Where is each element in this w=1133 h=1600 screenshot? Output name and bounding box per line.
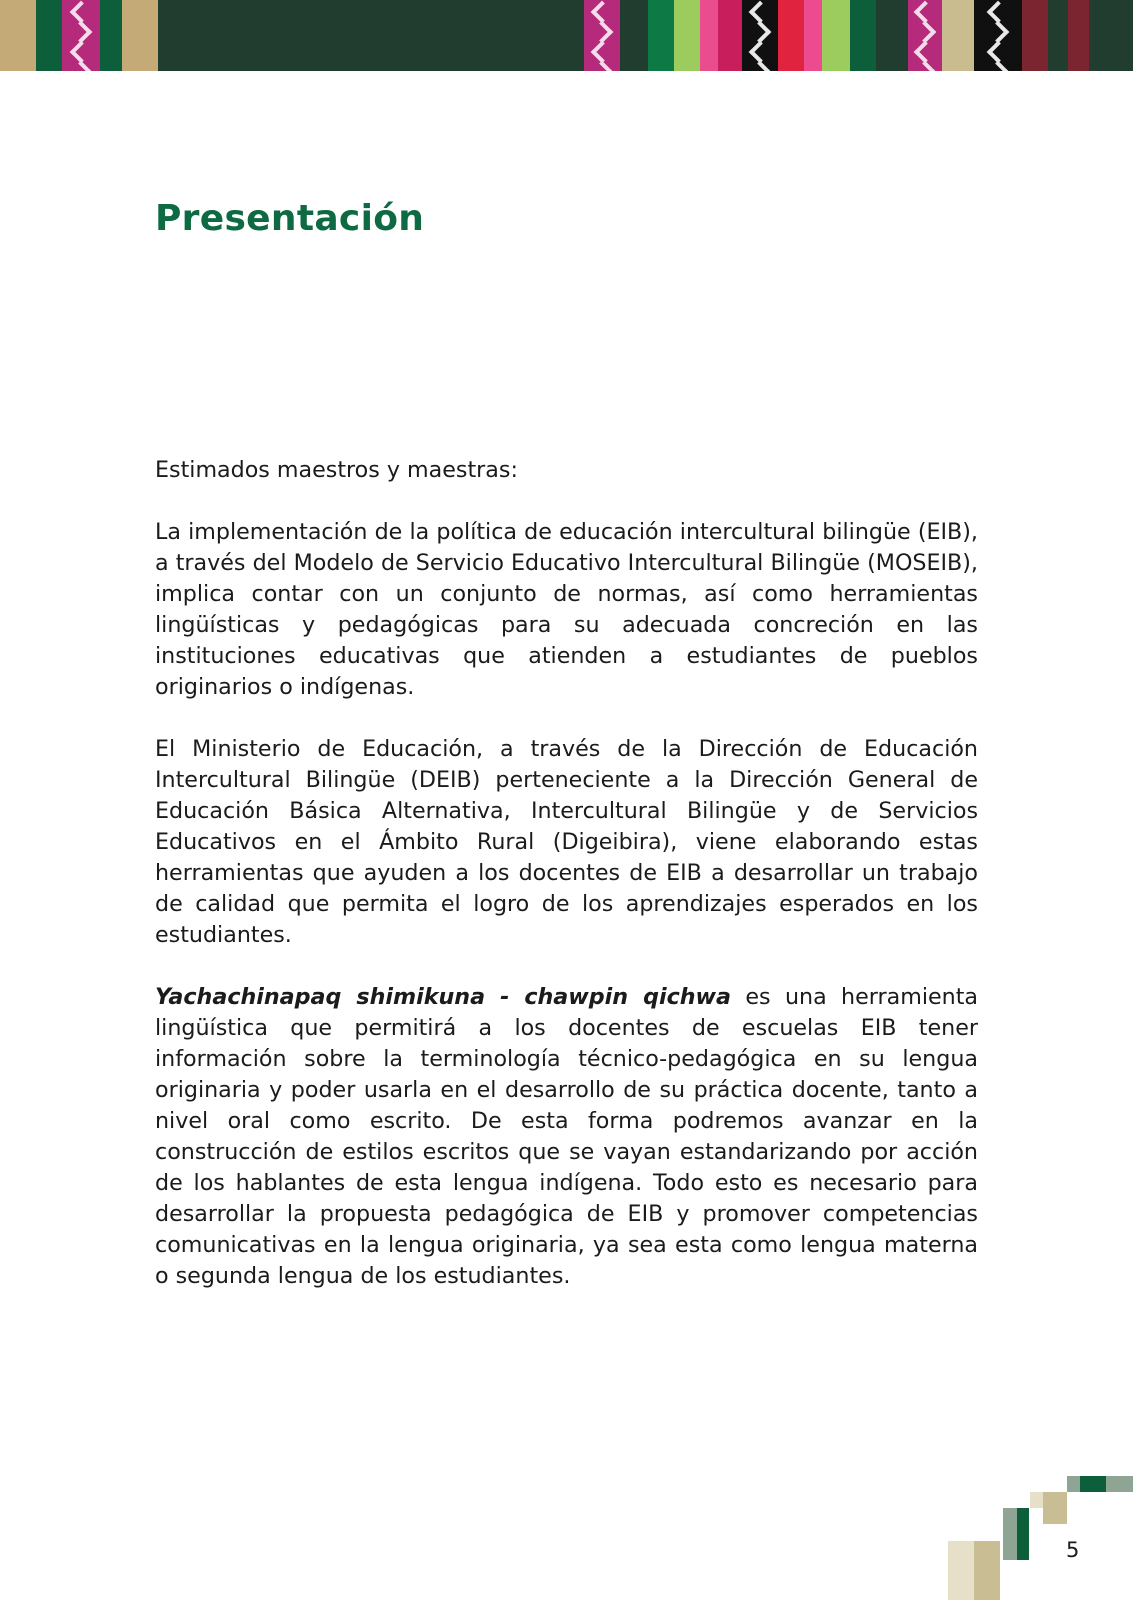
- band-stripe: [674, 0, 700, 71]
- presentation-body: [155, 455, 978, 1323]
- chevron-motif-icon: [913, 4, 937, 71]
- band-stripe: [974, 0, 1022, 71]
- paragraph-3: [155, 982, 978, 1292]
- page-number: 5: [1066, 1538, 1080, 1562]
- greeting: Estimados maestros y maestras:: [155, 457, 518, 483]
- band-stripe: [122, 0, 158, 71]
- band-stripe: [100, 0, 122, 71]
- band-stripe: [648, 0, 674, 71]
- chevron-motif-icon: [748, 4, 772, 71]
- work-title: Yachachinapaq shimikuna - chawpin qichwa: [155, 984, 732, 1010]
- chevron-motif-icon: [590, 4, 614, 71]
- band-stripe: [778, 0, 804, 71]
- page-title: Presentación: [155, 198, 425, 239]
- band-stripe: [584, 0, 620, 71]
- top-decorative-band: [0, 0, 1133, 71]
- deco-block: [1080, 1476, 1106, 1492]
- chevron-motif-icon: [986, 4, 1010, 71]
- band-stripe: [718, 0, 742, 71]
- band-stripe: [804, 0, 822, 71]
- band-stripe: [620, 0, 648, 71]
- band-stripe: [36, 0, 62, 71]
- band-stripe: [0, 0, 36, 71]
- deco-block: [948, 1541, 974, 1600]
- deco-block: [1017, 1508, 1029, 1560]
- band-stripe: [1068, 0, 1089, 71]
- band-stripe: [942, 0, 974, 71]
- deco-block: [1043, 1492, 1067, 1524]
- band-stripe: [742, 0, 778, 71]
- band-stripe: [876, 0, 908, 71]
- band-stripe: [850, 0, 876, 71]
- deco-block: [974, 1541, 1000, 1600]
- paragraph-2: El Ministerio de Educación, a través de la Dirección de Educación Intercultural Bilingüe (DEIB) perteneciente a la Dirección General de Educación Básica Alternativa, Intercultural Bilingüe y de Servicios Educativos en el Ámbito Rural (Digeibira), viene elaborando estas herramientas que ayuden a los docentes de EIB a desarrollar un trabajo de calidad que permita el logro de los aprendizajes esperados en los estudiantes.: [155, 736, 978, 948]
- band-stripe: [158, 0, 584, 71]
- chevron-motif-icon: [69, 4, 93, 71]
- band-stripe: [700, 0, 718, 71]
- band-stripe: [62, 0, 100, 71]
- band-stripe: [1048, 0, 1068, 71]
- deco-block: [1003, 1508, 1017, 1560]
- band-stripe: [822, 0, 850, 71]
- paragraph-1: La implementación de la política de educación intercultural bilingüe (EIB), a través del Modelo de Servicio Educativo Intercultural Bilingüe (MOSEIB), implica contar con un conjunto de normas, así como herramientas lingüísticas y pedagógicas para su adecuada concreción en las instituciones educativas que atienden a estudiantes de pueblos originarios o indígenas.: [155, 519, 978, 700]
- paragraph-3-text: es una herramienta lingüística que permitirá a los docentes de escuelas EIB tener información sobre la terminología técnico-pedagógica en su lengua originaria y poder usarla en el desarrollo de su práctica docente, tanto a nivel oral como escrito. De esta forma podremos avanzar en la construcción de estilos escritos que se vayan estandarizando por acción de los hablantes de esta lengua indígena. Todo esto es necesario para desarrollar la propuesta pedagógica de EIB y promover competencias comunicativas en la lengua originaria, ya sea esta como lengua materna o segunda lengua de los estudiantes.: [155, 984, 978, 1289]
- band-stripe: [908, 0, 942, 71]
- band-stripe: [1022, 0, 1048, 71]
